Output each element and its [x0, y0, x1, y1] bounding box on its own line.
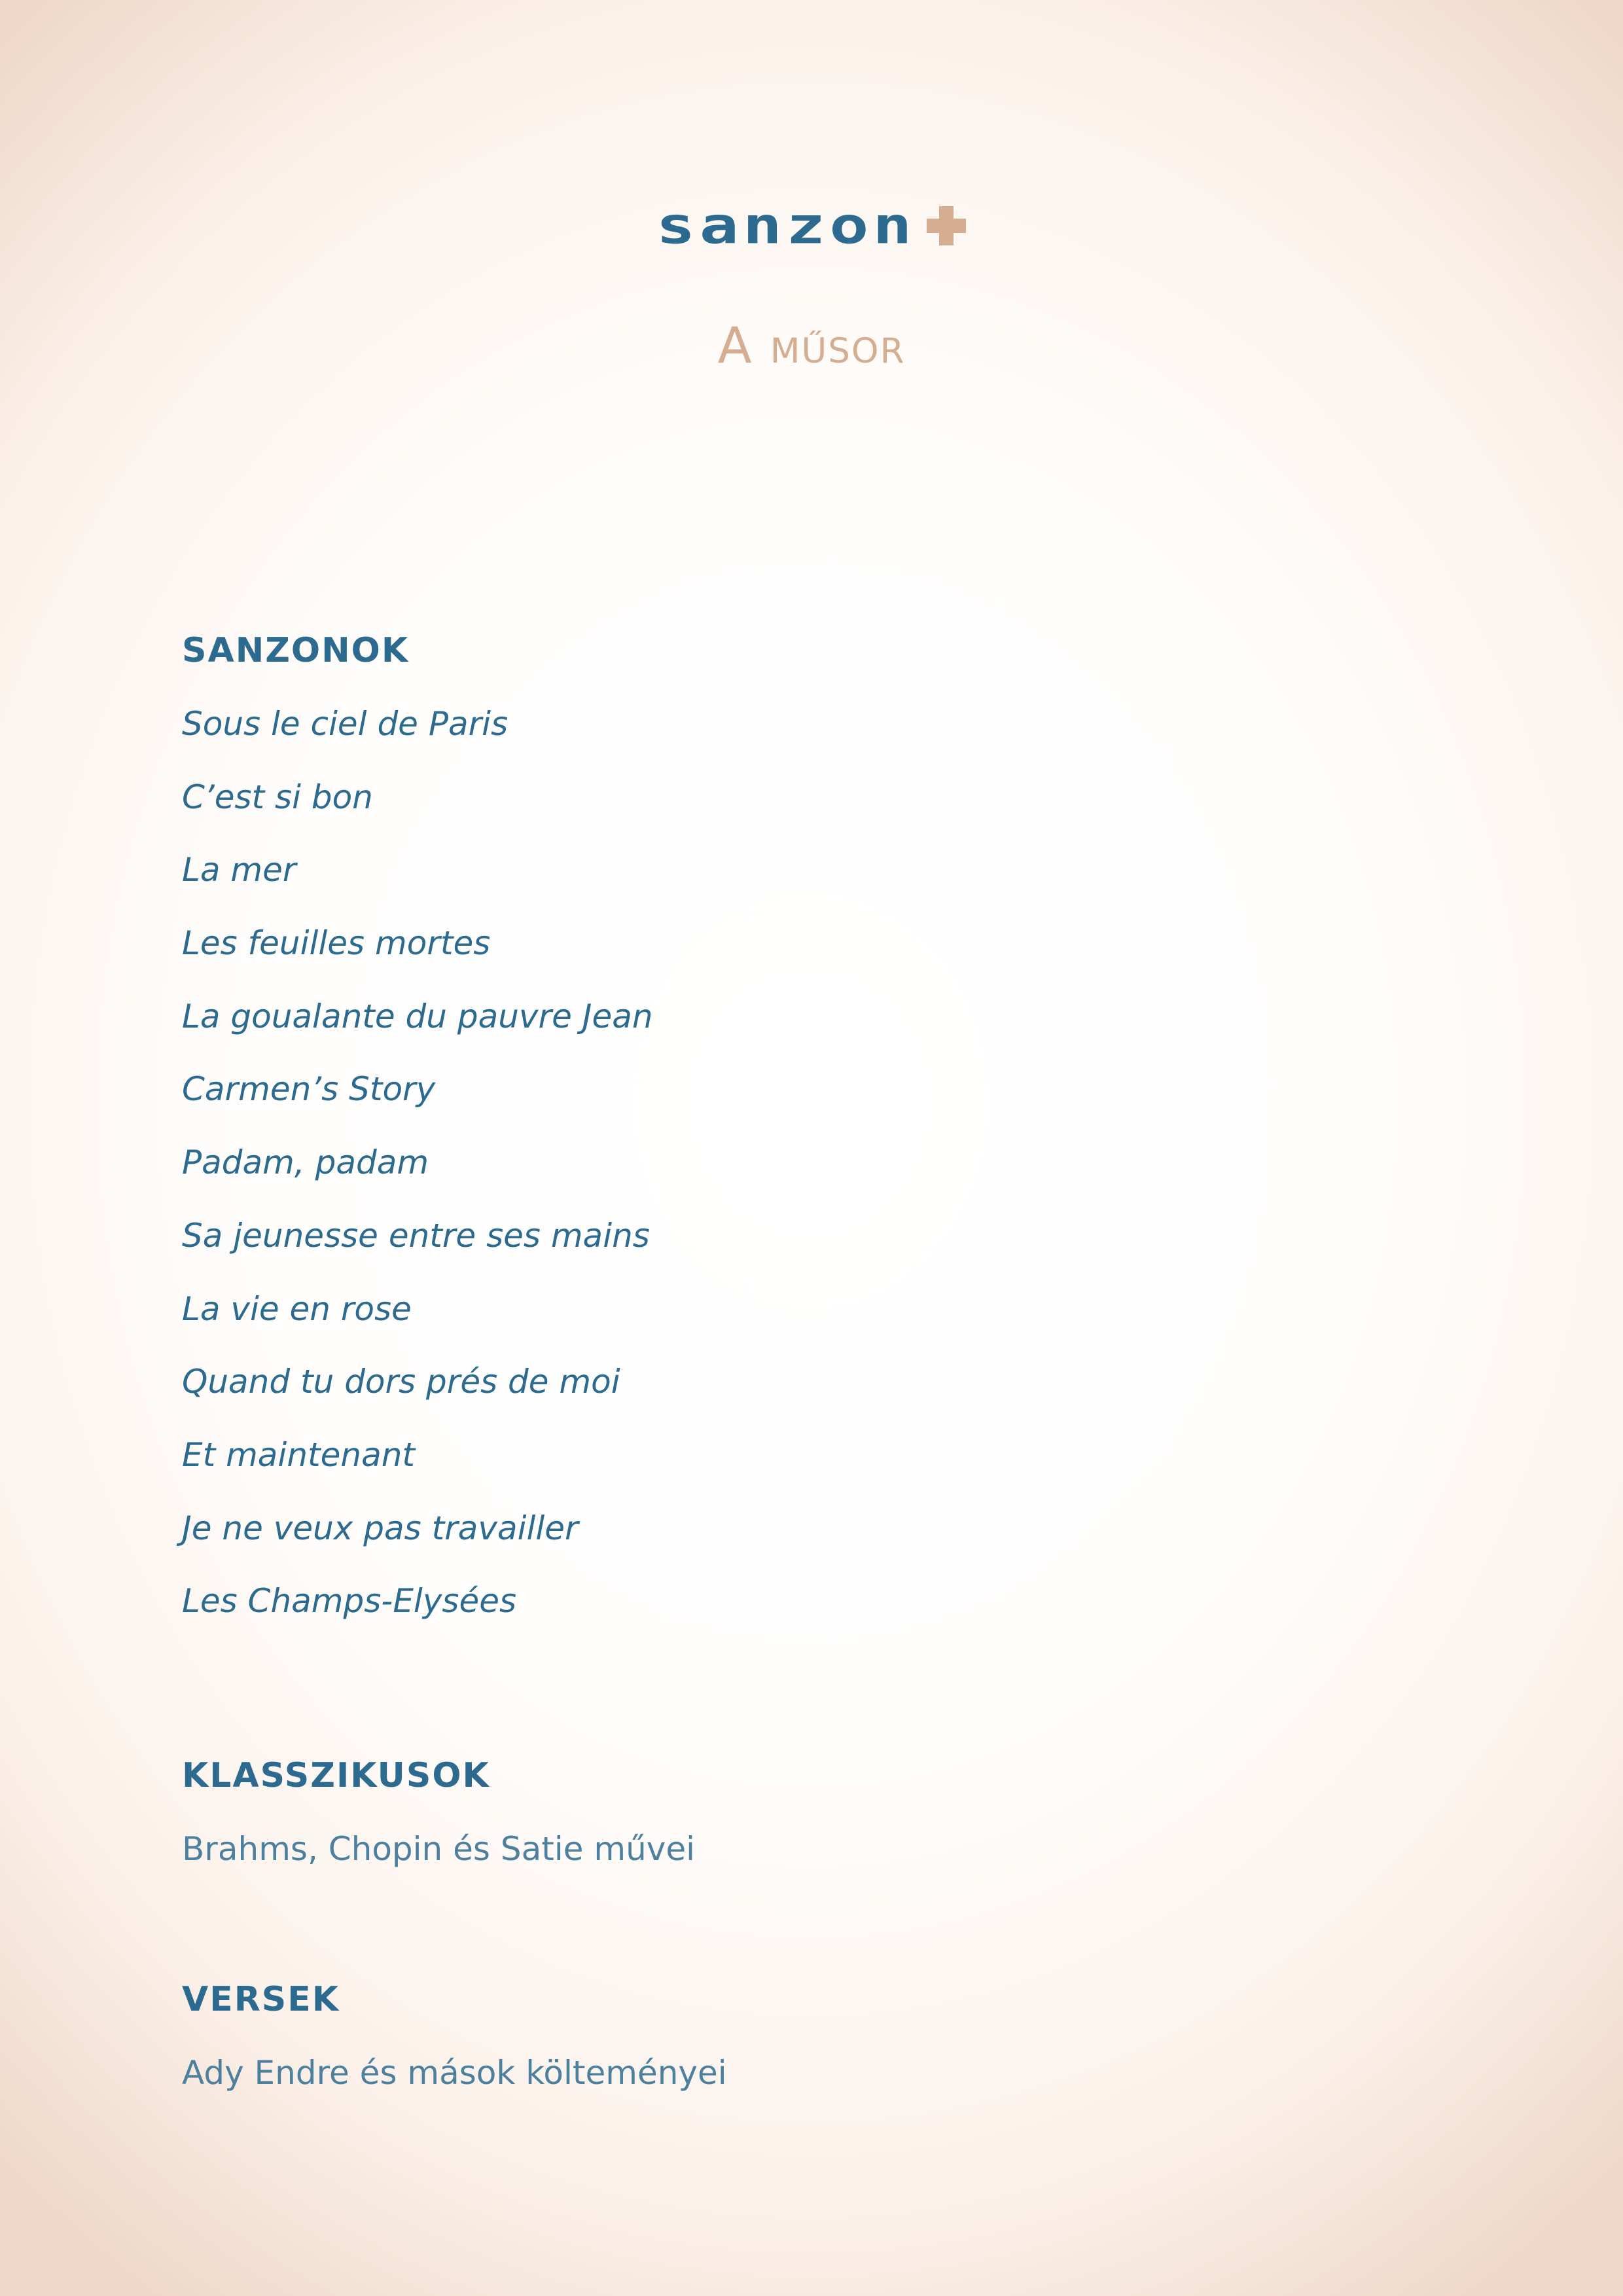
section-heading-klasszikusok: KLASSZIKUSOK	[182, 1755, 490, 1795]
song-item: La vie en rose	[182, 1289, 412, 1328]
song-item: C’est si bon	[182, 778, 373, 816]
section-text-versek: Ady Endre és mások költeményei	[182, 2053, 727, 2092]
song-item: Sa jeunesse entre ses mains	[182, 1216, 650, 1255]
song-item: Carmen’s Story	[182, 1070, 436, 1109]
section-klasszikusok	[182, 1752, 1425, 1873]
song-item: Les Champs-Elysées	[182, 1582, 517, 1621]
section-heading-sanzonok: SANZONOK	[182, 631, 410, 670]
page-title: A műsor	[717, 316, 906, 374]
song-item: La mer	[182, 851, 296, 889]
song-item: Je ne veux pas travailler	[182, 1509, 579, 1547]
song-item: La goualante du pauvre Jean	[182, 997, 653, 1035]
section-versek	[182, 1976, 1425, 2096]
plus-cross-icon	[925, 205, 967, 247]
song-item: Quand tu dors prés de moi	[182, 1363, 620, 1401]
section-text-klasszikusok: Brahms, Chopin és Satie művei	[182, 1829, 696, 1868]
song-item: Padam, padam	[182, 1143, 429, 1182]
song-item: Sous le ciel de Paris	[182, 705, 508, 743]
song-item: Les feuilles mortes	[182, 924, 491, 963]
program-content	[182, 627, 1425, 2096]
section-heading-versek: VERSEK	[182, 1979, 340, 2019]
song-item: Et maintenant	[182, 1435, 416, 1474]
song-list	[182, 700, 1425, 1651]
sanzon-logo	[0, 196, 1623, 255]
logo-wordmark: sanzon	[656, 195, 916, 256]
